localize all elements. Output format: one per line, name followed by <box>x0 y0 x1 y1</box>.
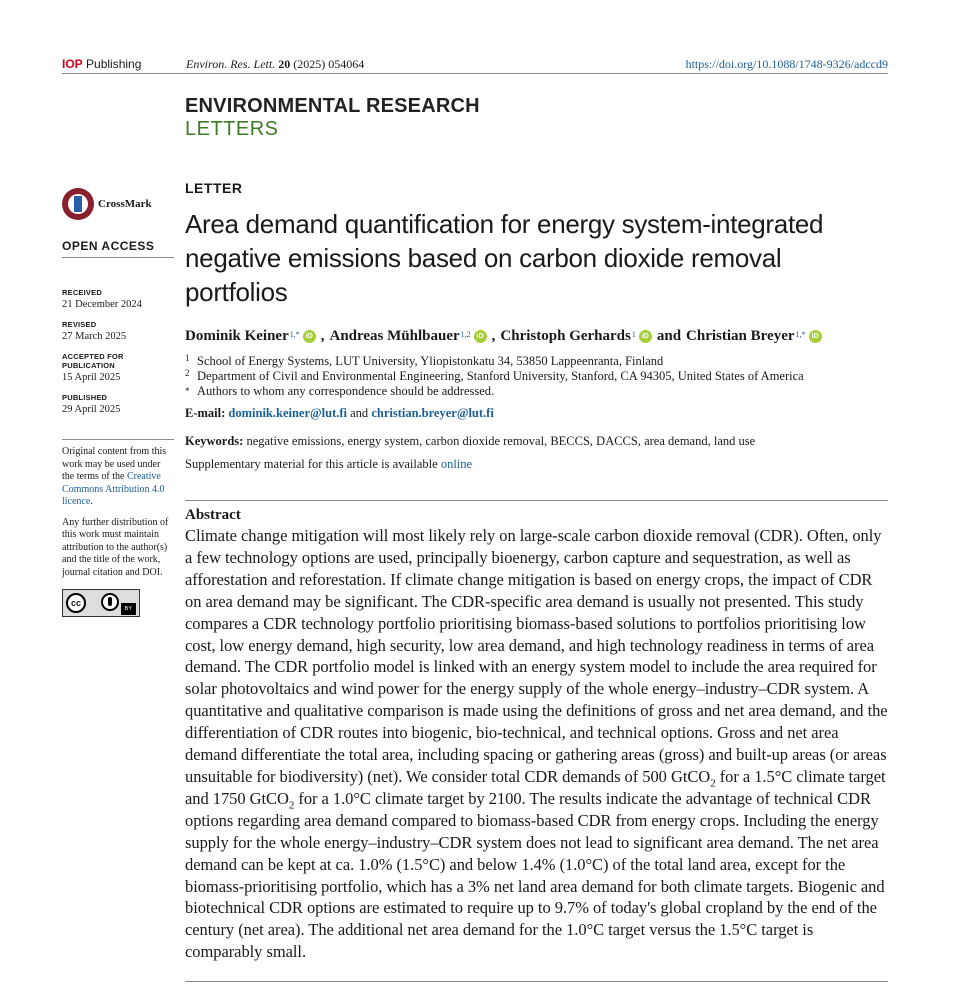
author <box>500 328 651 345</box>
publisher-logo-bold: IOP <box>62 57 83 71</box>
supplementary-text: Supplementary material for this article is available <box>185 457 438 471</box>
by-label: BY <box>121 603 136 616</box>
date-accepted <box>62 352 174 383</box>
author-affiliation-marker: 1,2 <box>460 330 471 339</box>
citation-journal: Environ. Res. Lett. <box>186 57 276 71</box>
crossmark-badge[interactable] <box>62 185 174 223</box>
subscript: 2 <box>710 777 716 790</box>
author <box>185 328 316 345</box>
publisher-logo-text: Publishing <box>86 57 142 71</box>
affiliation <box>185 354 888 369</box>
affiliation-marker: 2 <box>185 368 190 378</box>
date-value: 15 April 2025 <box>62 372 121 383</box>
journal-citation <box>186 57 364 72</box>
author-separator: , <box>320 328 325 344</box>
sidebar <box>62 185 174 617</box>
citation-volume: 20 <box>278 57 291 71</box>
author-name: Andreas Mühlbauer <box>329 328 460 344</box>
author <box>330 328 487 345</box>
article-type: LETTER <box>185 180 243 196</box>
supplementary-link[interactable]: online <box>440 457 473 471</box>
affiliation <box>185 369 888 384</box>
author-name: Dominik Keiner <box>185 328 289 344</box>
subscript: 2 <box>288 799 295 812</box>
affiliation-text: Authors to whom any correspondence should be addressed. <box>197 384 495 398</box>
date-label: REVISED <box>62 320 97 329</box>
citation-year-number: (2025) 054064 <box>293 57 365 71</box>
orcid-icon[interactable]: iD <box>639 330 652 343</box>
date-label: PUBLISHED <box>62 393 108 402</box>
keywords-text: negative emissions, energy system, carbon dioxide removal, BECCS, DACCS, area demand, land use <box>246 434 756 448</box>
date-value: 29 April 2025 <box>62 404 121 415</box>
journal-title-line2: LETTERS <box>185 118 279 140</box>
attribution-person-icon <box>101 593 119 611</box>
license-post: . <box>90 496 93 507</box>
affiliation <box>185 384 888 399</box>
cc-license-link[interactable]: Creative Commons Attribution 4.0 licence <box>62 471 165 507</box>
supplementary-note <box>185 457 888 472</box>
author-list <box>185 328 888 345</box>
affiliations <box>185 354 888 399</box>
date-label: ACCEPTED FOR PUBLICATION <box>62 352 124 370</box>
author-name: Christoph Gerhards <box>500 328 631 344</box>
abstract-part: for a 1.0°C climate target by 2100. The results indicate the advantage of technical CDR options regarding area demand compared to biomass-based CDR from energy crops. Including the energy supply for the whole energy–industry–CDR system does not lead to significant area demand. The net area demand can be kept at ca. 1.0% (1.5°C) and below 1.4% (1.0°C) of the total land area, except for the biomass-prioritising portfolio, which has a 3% net land area demand for both climate targets. Biogenic and biotechnical CDR options are estimated to require up to 9.7% of today's global cropland by the end of the century (net area). The additional net area demand for the 1.0°C target versus the 1.5°C target is comparably small. <box>185 788 885 962</box>
email-and: and <box>350 406 369 420</box>
orcid-icon[interactable]: iD <box>303 330 316 343</box>
publisher-logo <box>62 57 141 71</box>
author-affiliation-marker: 1,* <box>289 330 300 339</box>
author-affiliation-marker: 1 <box>631 330 636 339</box>
header-bar <box>62 57 888 74</box>
author-separator: , <box>491 328 496 344</box>
abstract-text <box>185 525 888 963</box>
date-value: 27 March 2025 <box>62 331 127 342</box>
date-revised <box>62 320 174 342</box>
orcid-icon[interactable]: iD <box>809 330 822 343</box>
journal-title <box>185 95 480 141</box>
keywords-label: Keywords: <box>185 434 244 448</box>
date-value: 21 December 2024 <box>62 299 142 310</box>
author-affiliation-marker: 1,* <box>795 330 806 339</box>
abstract-heading: Abstract <box>185 507 241 523</box>
crossmark-label: CrossMark <box>98 198 152 210</box>
date-label: RECEIVED <box>62 288 102 297</box>
affiliation-marker: * <box>185 386 190 396</box>
affiliation-text: Department of Civil and Environmental Engineering, Stanford University, Stanford, CA 94305, United States of America <box>197 369 804 383</box>
abstract-part: Climate change mitigation will most likely rely on large-scale carbon dioxide removal (CDR). Often, only a few technology options are used, principally bioenergy, carbon capture and sequestration, as well as afforestation and reforestation. If climate change mitigation is based on energy crops, the impact of CDR on area demand may be significant. The CDR-specific area demand is usually not presented. This study compares a CDR technology portfolio prioritising biomass-based solutions to portfolios prioritising low cost, low energy demand, high security, low area demand, and high technology readiness in terms of area demand. The CDR portfolio model is linked with an energy system model to include the area required for solar photovoltaics and wind power for the energy supply of the whole energy–industry–CDR system. A quantitative and qualitative comparison is made using the definitions of gross and net area demand, and the differentiation of CDR routes into biogenic, bio-technical, and technical options. Gross and net area demand differentiate the total area, including spacing or gathering areas (gross) and built-up areas (or areas unsuitable for biodiversity) (net). We consider total CDR demands of 500 GtCO <box>185 526 888 786</box>
article-title: Area demand quantification for energy system-integrated negative emissions based on carbon dioxide removal portfolios <box>185 209 824 307</box>
cc-by-badge[interactable] <box>62 589 140 617</box>
license-text <box>62 446 174 509</box>
divider <box>185 981 888 982</box>
attribution-text: Any further distribution of this work must maintain attribution to the author(s) and the title of the work, journal citation and DOI. <box>62 516 169 578</box>
email-link[interactable]: dominik.keiner@lut.fi <box>228 406 347 420</box>
affiliation-text: School of Energy Systems, LUT University, Yliopistonkatu 34, 53850 Lappeenranta, Finland <box>197 354 664 368</box>
author <box>686 328 821 345</box>
date-published <box>62 393 174 415</box>
keywords <box>185 434 888 449</box>
cc-icon: cc <box>66 593 86 613</box>
article <box>185 180 888 963</box>
journal-title-line1: ENVIRONMENTAL RESEARCH <box>185 95 480 117</box>
author-separator: and <box>656 328 682 344</box>
email-label: E-mail: <box>185 406 226 420</box>
orcid-icon[interactable]: iD <box>474 330 487 343</box>
open-access-label: OPEN ACCESS <box>62 239 174 258</box>
crossmark-icon <box>62 188 94 220</box>
contact-emails <box>185 406 888 421</box>
email-link[interactable]: christian.breyer@lut.fi <box>371 406 494 420</box>
date-received <box>62 288 174 310</box>
abstract-part: for a 1.5°C climate target and 1750 GtCO <box>185 766 886 808</box>
doi-link[interactable]: https://doi.org/10.1088/1748-9326/adccd9 <box>685 57 888 71</box>
divider <box>185 500 888 501</box>
license-pre: Original content from this work may be used under the terms of the <box>62 446 167 482</box>
license-notice <box>62 439 174 617</box>
affiliation-marker: 1 <box>185 353 190 363</box>
author-name: Christian Breyer <box>686 328 795 344</box>
